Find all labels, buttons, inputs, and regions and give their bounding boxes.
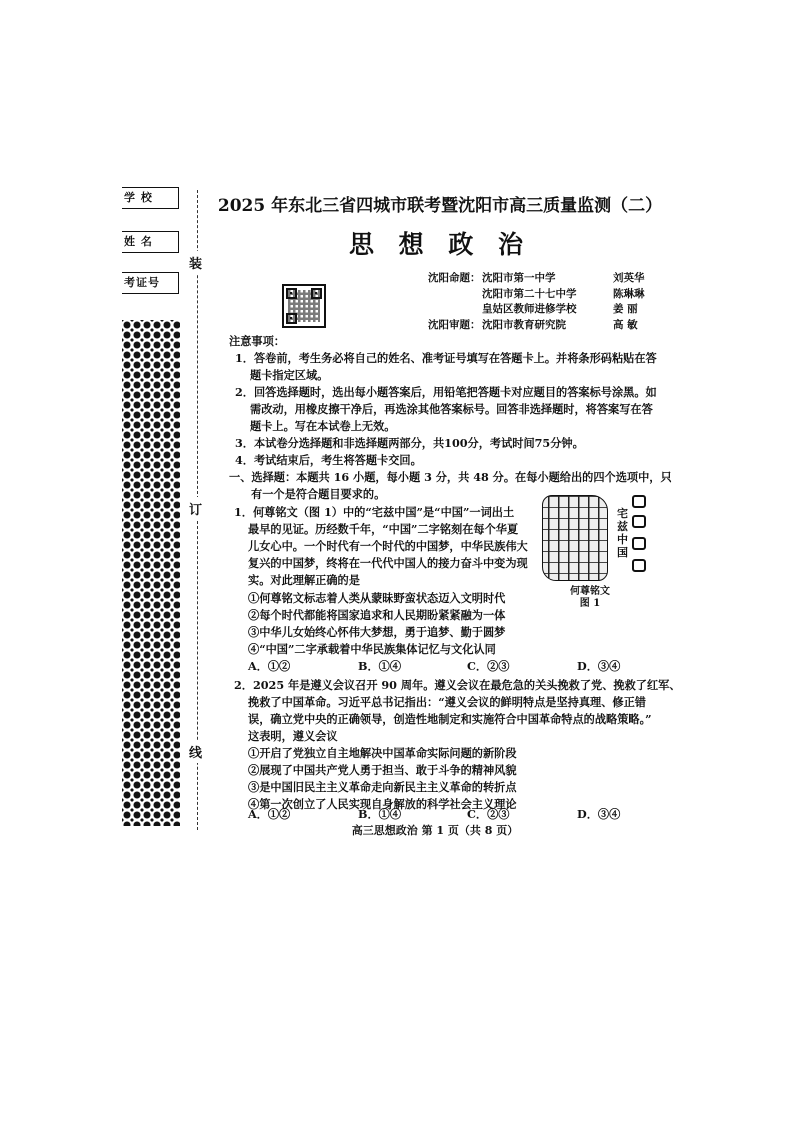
- credit-name: 陈琳琳: [613, 287, 645, 300]
- credit-name: 姜 丽: [613, 303, 638, 315]
- credit-label: 沈阳命题：: [428, 272, 481, 284]
- bronze-inscription-image: [542, 495, 608, 581]
- note-line: 4．考试结束后，考生将答题卡交回。: [235, 453, 422, 467]
- q2-item: ①开启了党独立自主地解决中国革命实际问题的新阶段: [248, 746, 517, 760]
- section-heading: 一、选择题：本题共 16 小题，每小题 3 分，共 48 分。在每小题给出的四个选项中，只: [229, 470, 672, 484]
- q2-stem: 这表明，遵义会议: [248, 729, 338, 743]
- q2-option-c: C．②③: [467, 807, 510, 821]
- subject-title: 思 想 政 治: [348, 230, 532, 259]
- q2-stem: 挽救了中国革命。习近平总书记指出：“遵义会议的鲜明特点是坚持真理、修正错: [248, 695, 646, 709]
- q1-item: ③中华儿女始终心怀伟大梦想，勇于追梦、勤于圆梦: [248, 625, 506, 639]
- q1-stem: 复兴的中国梦，终将在一代代中国人的接力奋斗中变为现: [248, 556, 528, 570]
- q1-item: ④“中国”二字承载着中华民族集体记忆与文化认同: [248, 642, 496, 656]
- section-heading-cont: 有一个是符合题目要求的。: [251, 487, 386, 501]
- exam-title: 2025 年东北三省四城市联考暨沈阳市高三质量监测（二）: [217, 196, 663, 216]
- figure-he-zun-inscription: [538, 493, 650, 583]
- credit-org: 皇姑区教师进修学校: [482, 303, 577, 315]
- q1-option-d: D．③④: [577, 659, 621, 673]
- credit-org: 沈阳市第二十七中学: [482, 287, 577, 300]
- q2-stem: 误，确立党中央的正确领导，创造性地制定和实施符合中国革命特点的战略策略。”: [248, 712, 652, 726]
- q1-item: ①何尊铭文标志着人类从蒙昧野蛮状态迈入文明时代: [248, 591, 506, 605]
- name-field: 姓 名: [122, 231, 179, 253]
- q1-item: ②每个时代都能将国家追求和人民期盼紧紧融为一体: [248, 608, 506, 622]
- q2-item: ③是中国旧民主主义革命走向新民主主义革命的转折点: [248, 780, 517, 794]
- note-line: 需改动，用橡皮擦干净后，再选涂其他答案标号。回答非选择题时，将答案写在答: [250, 402, 653, 416]
- q1-stem: 1．何尊铭文（图 1）中的“宅兹中国”是“中国”一词出土: [234, 505, 515, 519]
- note-line: 题卡指定区域。: [250, 368, 329, 382]
- security-pattern: [122, 320, 180, 826]
- exam-number-field: 考证号: [122, 272, 179, 294]
- q1-stem: 儿女心中。一个时代有一个时代的中国梦，中华民族伟大: [248, 539, 528, 553]
- q1-stem: 实。对此理解正确的是: [248, 573, 360, 587]
- cut-char-zhuang: 装: [189, 251, 202, 274]
- credit-label: 沈阳审题：: [428, 318, 481, 331]
- page-footer: 高三思想政治 第 1 页（共 8 页）: [351, 824, 519, 837]
- figure-label: 图 1: [579, 598, 601, 609]
- q2-option-b: B．①④: [358, 807, 402, 821]
- qr-code-icon: [282, 284, 326, 328]
- credit-org: 沈阳市第一中学: [482, 272, 556, 284]
- q2-option-d: D．③④: [577, 807, 621, 821]
- q1-option-b: B．①④: [358, 659, 402, 673]
- q2-item: ②展现了中国共产党人勇于担当、敢于斗争的精神风貌: [248, 763, 517, 777]
- q1-option-c: C．②③: [467, 659, 510, 673]
- q2-stem: 2．2025 年是遵义会议召开 90 周年。遵义会议在最危急的关头挽救了党、挽救了红军、: [234, 678, 681, 692]
- note-line: 3．本试卷分选择题和非选择题两部分，共100分，考试时间75分钟。: [235, 436, 584, 450]
- seal-script-image: [616, 493, 650, 581]
- credit-org: 沈阳市教育研究院: [482, 318, 566, 331]
- note-line: 题卡上。写在本试卷上无效。: [250, 419, 396, 433]
- q1-stem: 最早的见证。历经数千年，“中国”二字铭刻在每个华夏: [248, 522, 519, 536]
- q2-option-a: A．①②: [248, 807, 291, 821]
- seal-modern-text: 宅兹中国: [617, 507, 628, 559]
- q2-item: ④第一次创立了人民实现自身解放的科学社会主义理论: [248, 797, 517, 811]
- school-field: 学 校: [122, 187, 179, 209]
- notes-heading: 注意事项：: [229, 334, 285, 348]
- note-line: 2．回答选择题时，选出每小题答案后，用铅笔把答题卡对应题目的答案标号涂黑。如: [235, 385, 657, 399]
- note-line: 1．答卷前，考生务必将自己的姓名、准考证号填写在答题卡上。并将条形码粘贴在答: [235, 351, 657, 365]
- figure-caption: 何尊铭文: [570, 586, 610, 597]
- cut-char-ding: 订: [189, 497, 202, 520]
- credit-name: 刘英华: [613, 272, 645, 284]
- cut-char-xian: 线: [189, 740, 202, 763]
- q1-option-a: A．①②: [248, 659, 291, 673]
- credit-name: 高 敏: [613, 318, 638, 331]
